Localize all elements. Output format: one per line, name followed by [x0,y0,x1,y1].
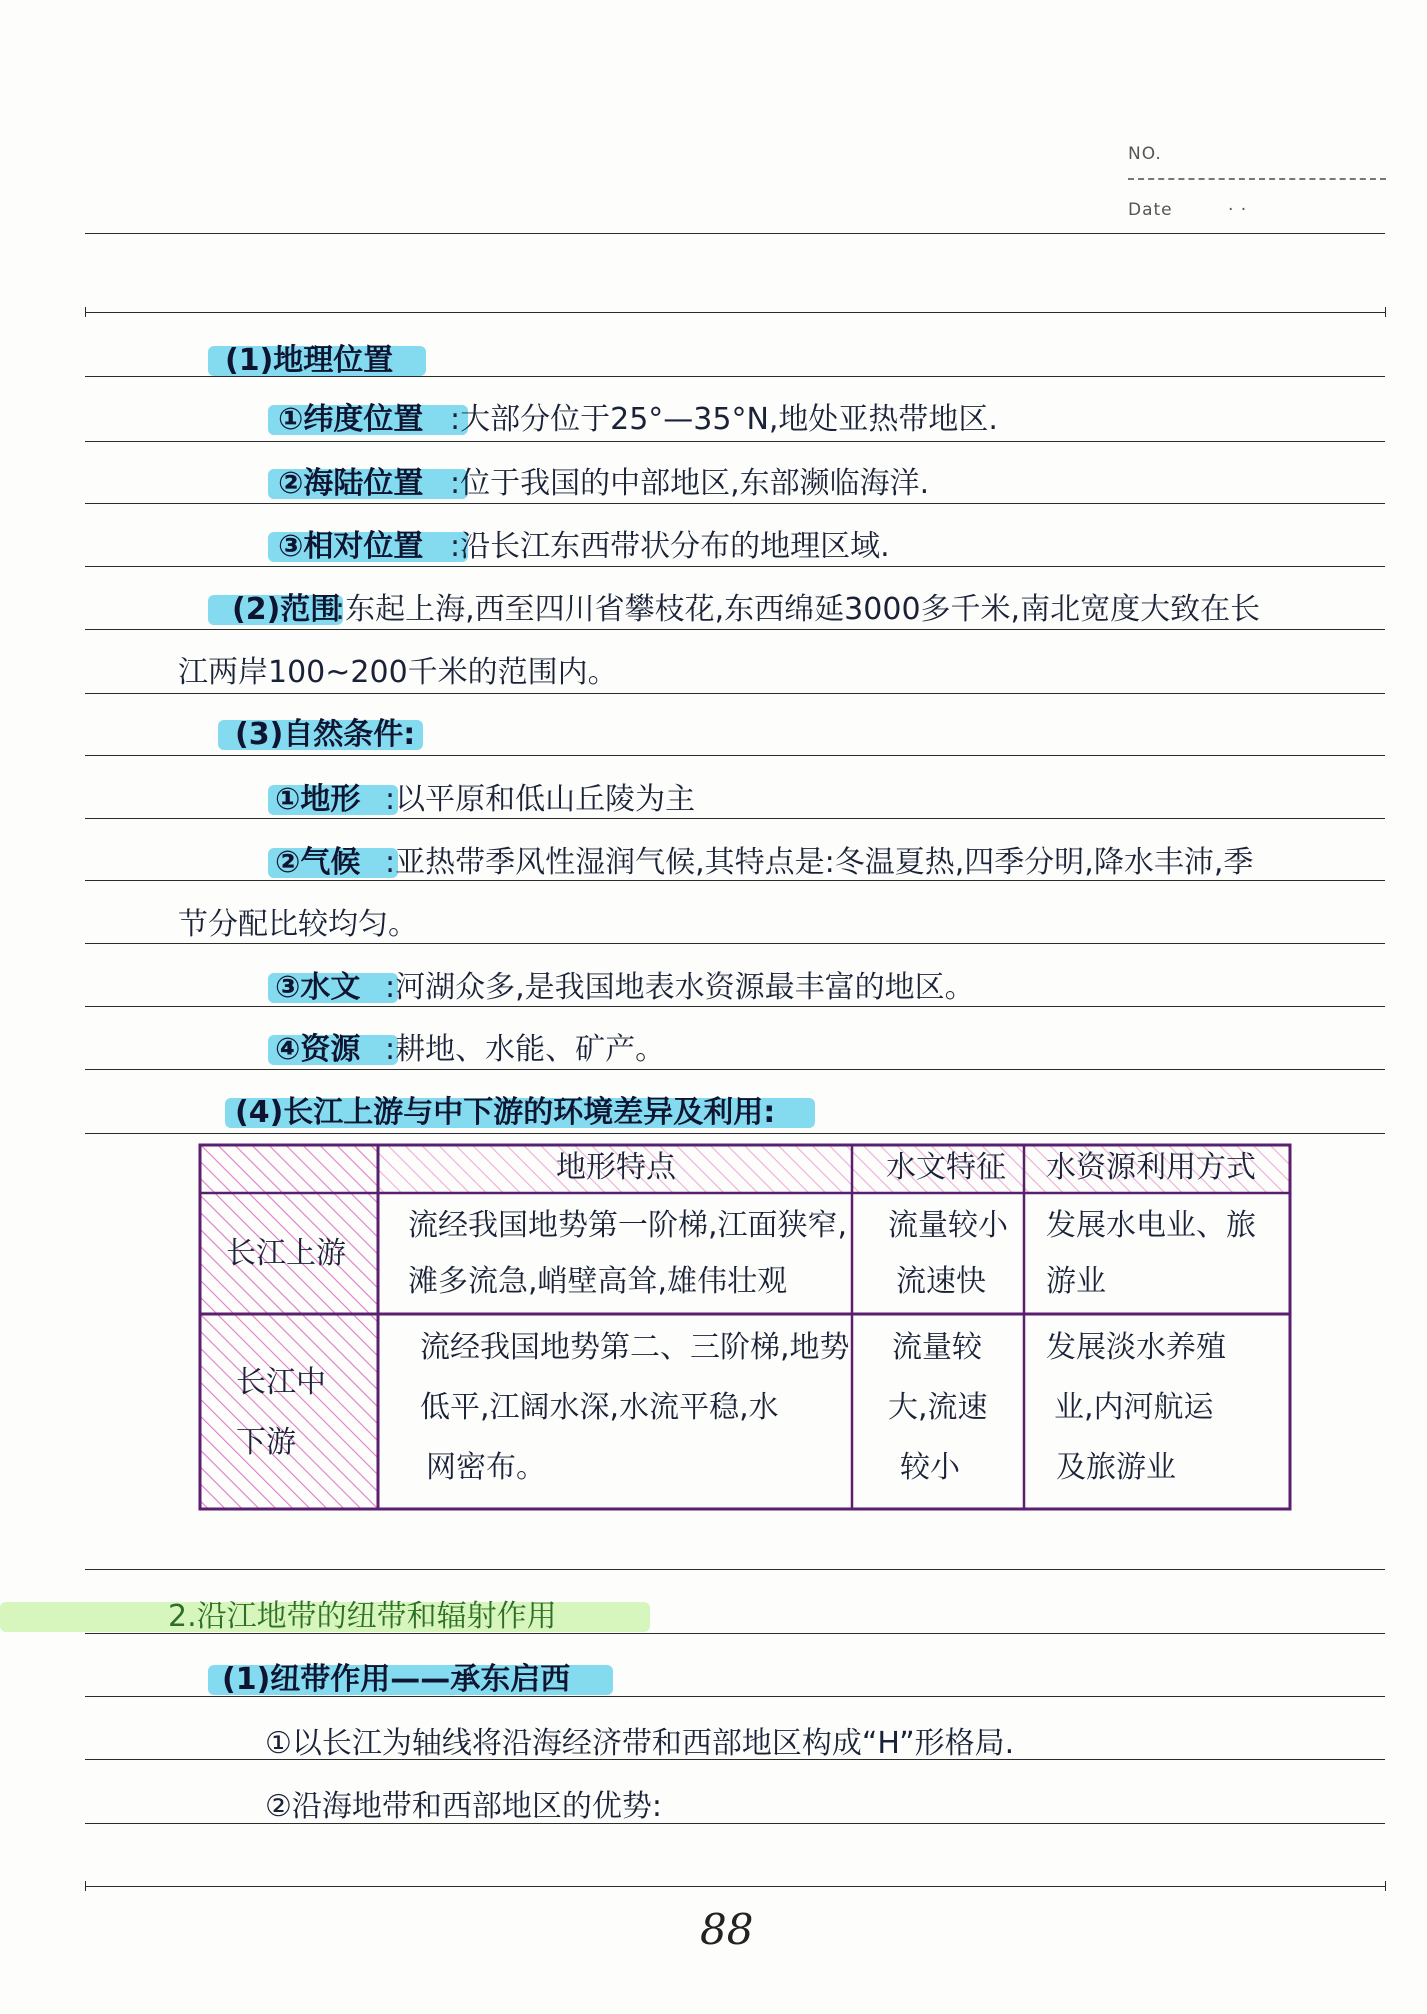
range-line1: :东起上海,西至四川省攀枝花,东西绵延3000多千米,南北宽度大致在长 [335,592,1261,627]
resources-label: ④资源 [275,1032,361,1067]
latitude-label: ①纬度位置 [278,402,424,437]
climate-line2: 节分配比较均匀。 [178,907,418,942]
row-middle-usage-2: 业,内河航运 [1054,1390,1214,1425]
page-number: 88 [700,1905,754,1954]
row-middle-hydrology-2: 大,流速 [888,1390,988,1425]
climate-line1: :亚热带季风性湿润气候,其特点是:冬温夏热,四季分明,降水丰沛,季 [385,845,1254,880]
relative-text: :沿长江东西带状分布的地理区域. [450,529,890,564]
range-label: (2)范围 [232,592,341,627]
table-header-usage: 水资源利用方式 [1046,1150,1256,1185]
sea-land-text: :位于我国的中部地区,东部濒临海洋. [450,466,930,501]
part2-item2: ②沿海地带和西部地区的优势: [265,1789,663,1824]
hydrology-label: ③水文 [275,970,361,1005]
row-middle-hydrology-3: 较小 [900,1450,960,1485]
part2-title: 2.沿江地带的纽带和辐射作用 [168,1599,557,1634]
table-header-terrain: 地形特点 [556,1150,676,1185]
row-upper-terrain-1: 流经我国地势第一阶梯,江面狭窄, [408,1208,848,1243]
table-header-hydrology: 水文特征 [886,1150,1006,1185]
row-middle-region-1: 长江中 [236,1365,326,1400]
row-upper-usage-2: 游业 [1046,1264,1106,1299]
resources-text: :耕地、水能、矿产。 [385,1032,666,1067]
date-label: Date [1128,200,1173,220]
row-middle-terrain-1: 流经我国地势第二、三阶梯,地势 [420,1330,850,1365]
no-label: NO. [1128,144,1162,164]
section-title-natural: (3)自然条件: [235,717,416,752]
row-middle-hydrology-1: 流量较 [892,1330,982,1365]
latitude-text: :大部分位于25°—35°N,地处亚热带地区. [450,402,998,437]
sea-land-label: ②海陆位置 [278,466,424,501]
hydrology-text: :河湖众多,是我国地表水资源最丰富的地区。 [385,970,975,1005]
row-upper-usage-1: 发展水电业、旅 [1046,1208,1256,1243]
range-line2: 江两岸100~200千米的范围内。 [178,655,618,690]
row-upper-region: 长江上游 [226,1236,346,1271]
part2-sub1: (1)纽带作用——承东启西 [222,1662,571,1697]
row-upper-hydrology-1: 流量较小 [888,1208,1008,1243]
row-middle-usage-1: 发展淡水养殖 [1046,1330,1226,1365]
row-middle-terrain-3: 网密布。 [426,1450,546,1485]
section-title-location: (1)地理位置 [225,343,394,378]
terrain-label: ①地形 [275,782,361,817]
section-title-comparison: (4)长江上游与中下游的环境差异及利用: [235,1095,776,1130]
comparison-table [198,1143,1292,1511]
row-middle-usage-3: 及旅游业 [1056,1450,1176,1485]
terrain-text: :以平原和低山丘陵为主 [385,782,696,817]
row-middle-terrain-2: 低平,江阔水深,水流平稳,水 [420,1390,779,1425]
part2-item1: ①以长江为轴线将沿海经济带和西部地区构成“H”形格局. [265,1726,1015,1761]
row-upper-hydrology-2: 流速快 [896,1264,986,1299]
climate-label: ②气候 [275,845,361,880]
relative-label: ③相对位置 [278,529,424,564]
header-dash-line [1128,178,1386,180]
row-upper-terrain-2: 滩多流急,峭壁高耸,雄伟壮观 [408,1264,788,1299]
date-separators: · · [1228,200,1248,220]
row-middle-region-2: 下游 [236,1425,296,1460]
